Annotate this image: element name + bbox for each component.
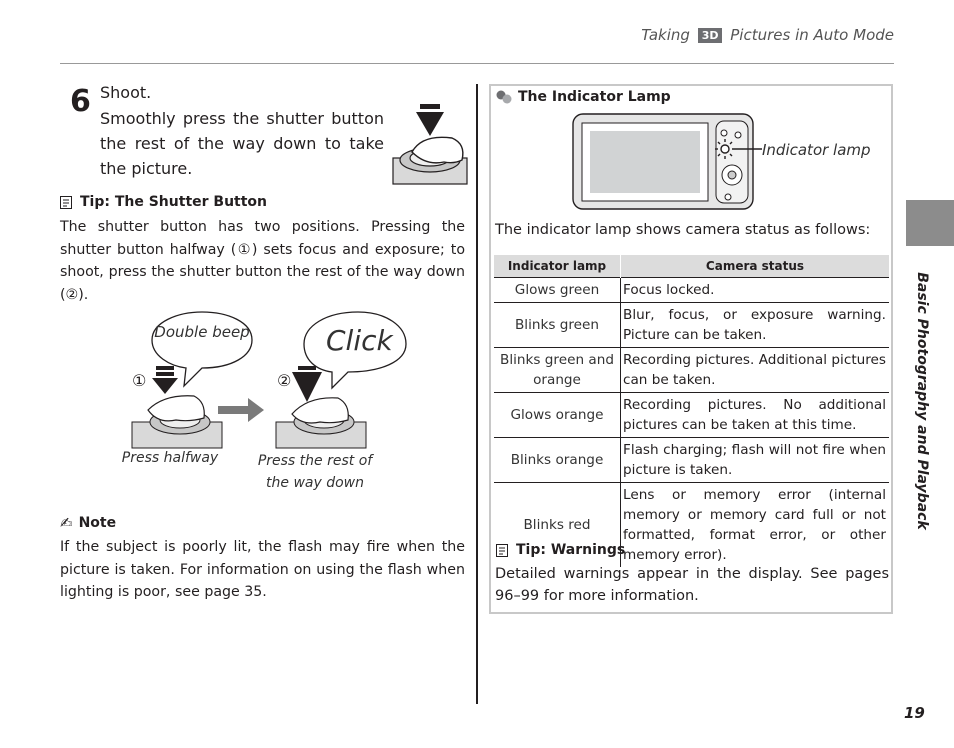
lamp-cell: Glows orange [494,393,621,438]
header-rule [60,63,894,64]
lamp-cell: Blinks red [494,483,621,568]
table-row [494,438,889,483]
step-title: Shoot. [100,83,152,102]
note-title: Note [78,515,117,531]
lamp-cell: Blinks green [494,303,621,348]
lamp-cell: Blinks green and orange [494,348,621,393]
indicator-lamp-callout: Indicator lamp [762,141,871,159]
running-header [641,26,894,44]
tip-warnings-title: Tip: Warnings [516,542,626,558]
step-number: 6 [70,84,91,119]
tip-shutter-heading [60,194,267,210]
marker-2: ② [277,371,292,390]
caption-press-halfway: Press halfway [121,450,219,466]
shutter-press-icon [392,104,468,188]
camera-back-icon [572,113,762,211]
tip-shutter-title: Tip: The Shutter Button [80,194,268,210]
table-row [494,303,889,348]
status-cell: Focus locked. [621,278,890,303]
table-row [494,393,889,438]
status-cell: Recording pictures. No additional pictures can be taken at this time. [621,393,890,438]
marker-1: ① [132,371,147,390]
note-body: If the subject is poorly lit, the flash may fire when the picture is taken. For information on using the flash when lighting is poor, see page 35. [60,539,465,600]
lamp-cell: Glows green [494,278,621,303]
table-row [494,348,889,393]
status-cell: Flash charging; flash will not fire when picture is taken. [621,438,890,483]
indicator-title: The Indicator Lamp [518,89,671,105]
caption-press-rest: Press the rest of the way down [257,453,373,491]
status-cell: Blur, focus, or exposure warning. Picture can be taken. [621,303,890,348]
indicator-intro: The indicator lamp shows camera status as follows: [495,222,871,238]
chapter-tab[interactable] [906,200,954,246]
header-title-pre: Taking [641,26,690,44]
tip-warnings-heading [496,542,625,558]
column-header-lamp: Indicator lamp [494,255,621,278]
bubble-2-text: Click [326,324,393,357]
indicator-icon [496,90,512,104]
step-body: Smoothly press the shutter button the rest of the way down to take the picture. [100,109,384,178]
note-heading [60,514,116,532]
status-cell: Lens or memory error (internal memory or memory card full or not formatted, format error, or other memory error). [621,483,890,568]
tip-warnings-body: Detailed warnings appear in the display. See pages 96–99 for more information. [495,566,889,604]
note-icon: ✍ [60,514,73,532]
table-row [494,278,889,303]
header-title-post: Pictures in Auto Mode [730,26,894,44]
bubble-1-text: Double beep [154,323,250,341]
3d-badge: 3D [698,28,723,43]
tip-shutter-body: The shutter button has two positions. Pressing the shutter button halfway (①) sets focus and exposure; to shoot, press the shutter button the rest of the way down (②). [60,219,465,303]
column-header-status: Camera status [621,255,890,278]
table-header-row [494,255,889,278]
column-divider [476,84,478,704]
page-number: 19 [904,704,925,722]
chapter-label [914,256,930,546]
tip-icon [60,196,72,209]
tip-icon [496,544,508,557]
status-cell: Recording pictures. Additional pictures can be taken. [621,348,890,393]
arrow-right-icon [218,398,264,422]
indicator-heading [496,89,671,105]
indicator-status-table [494,255,889,567]
chapter-label-text: Basic Photography and Playback [914,272,930,530]
lamp-cell: Blinks orange [494,438,621,483]
